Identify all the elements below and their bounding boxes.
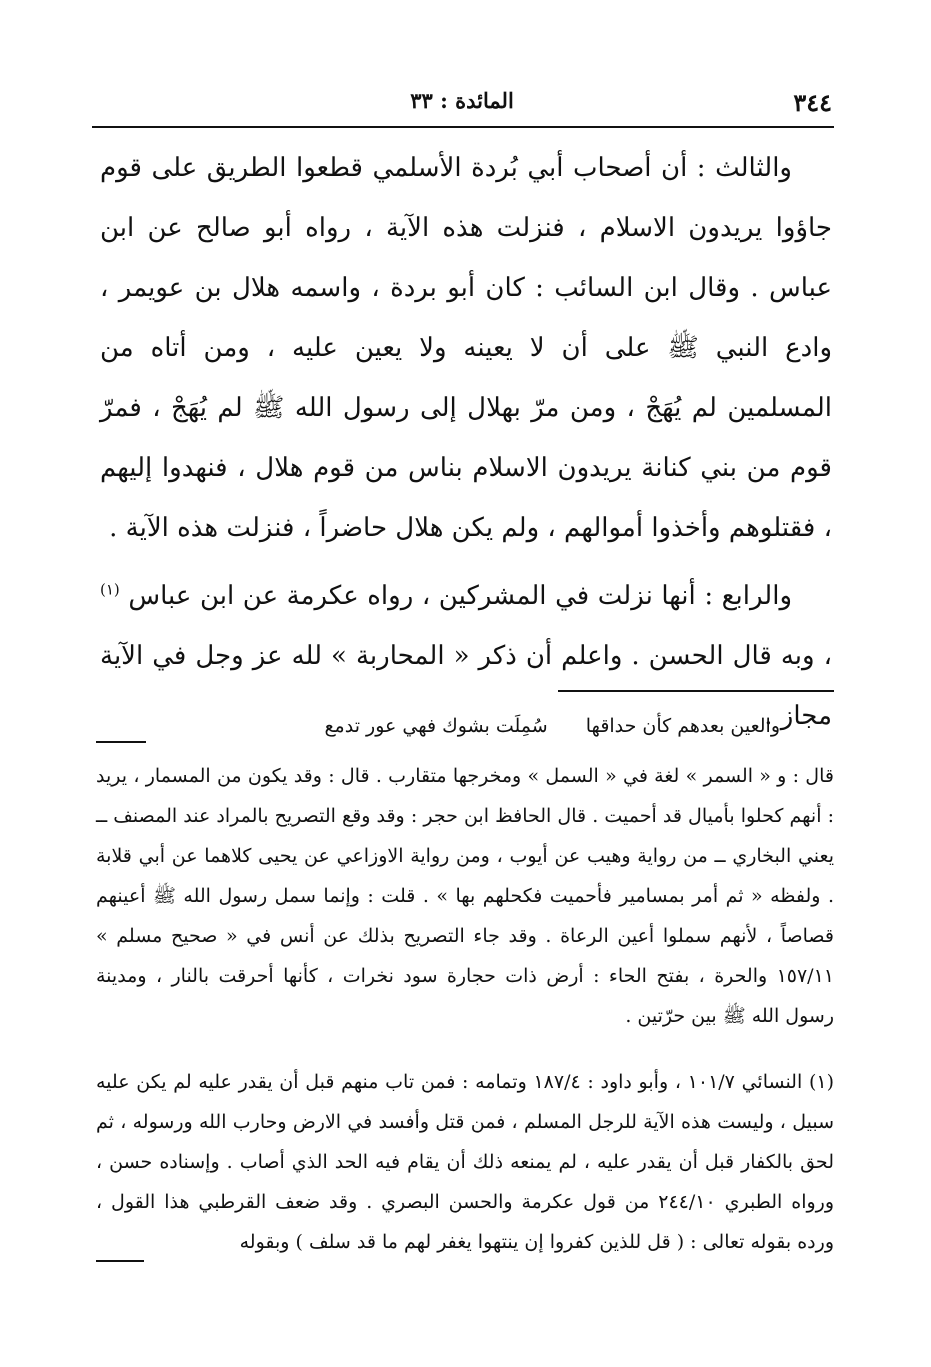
footnote-reference: (١): [100, 580, 120, 599]
running-title: المائدة : ٣٣: [410, 88, 514, 113]
paragraph-third-opinion: والثالث : أن أصحاب أبي بُردة الأسلمي قطعوا الطريق على قوم جاؤوا يريدون الاسلام ، فنزلت هذه الآية ، رواه أبو صالح عن ابن عباس . وقال ابن السائب : كان أبو بردة ، واسمه هلال بن عويمر ، وادع النبي ﷺ على أن لا يعينه ولا يعين عليه ، ومن أتاه من المسلمين لم يُهَجْ ، ومن مرّ بهلال إلى رسول الله ﷺ لم يُهَجْ ، فمرّ قوم من بني كنانة يريدون الاسلام بناس من قوم هلال ، فنهدوا إليهم ، فقتلوهم وأخذوا أموالهم ، ولم يكن هلال حاضراً ، فنزلت هذه الآية .: [100, 153, 832, 543]
main-text: [100, 138, 832, 746]
page-number: ٣٤٤: [793, 88, 832, 117]
running-header: [92, 88, 832, 124]
verse-hemistich-2: سُمِلَت بشوك فهي عور تدمع: [324, 715, 548, 737]
footnote-verse: [160, 715, 780, 737]
paragraph-fourth-opinion-start: والرابع : أنها نزلت في المشركين ، رواه عكرمة عن ابن عباس: [128, 581, 792, 611]
footnote-separator: [558, 690, 834, 692]
continuation-dash: [96, 741, 146, 743]
header-rule: [92, 126, 834, 128]
verse-hemistich-1: والعين بعدهم كأن حداقها: [585, 715, 780, 737]
continuation-dash-end: [96, 1260, 144, 1262]
paragraph-fourth-opinion-end: ، وبه قال الحسن . واعلم أن ذكر « المحاربة » لله عز وجل في الآية مجاز .: [100, 641, 832, 731]
footnote-1: (١) النسائي ١٠١/٧ ، وأبو داود : ١٨٧/٤ وتمامه : فمن تاب منهم قبل أن يقدر عليه لم يكن عليه سبيل ، وليست هذه الآية للرجل المسلم ، فمن قتل وأفسد في الارض وحارب الله ورسوله ، ثم لحق بالكفار قبل أن يقدر عليه ، لم يمنعه ذلك أن يقام فيه الحد الذي أصاب . وإسناده حسن ، ورواه الطبري ٢٤٤/١٠ من قول عكرمة والحسن البصري . وقد ضعف القرطبي هذا القول ، ورده بقوله تعالى : ( قل للذين كفروا إن ينتهوا يغفر لهم ما قد سلف ) وبقوله: [96, 1071, 835, 1253]
footnote-continued: قال : و « السمر » لغة في « السمل » ومخرجها متقارب . قال : وقد يكون من المسمار ، يريد : أنهم كحلوا بأميال قد أحميت . قال الحافظ ابن حجر : وقد وقع التصريح بالمراد عند المصنف ــ يعني البخاري ــ من رواية وهيب عن أيوب ، ومن رواية الاوزاعي عن يحيى كلاهما عن أبي قلابة . ولفظه « ثم أمر بمسامير فأحميت فكحلهم بها » . قلت : وإنما سمل رسول الله ﷺ أعينهم قصاصاً ، لأنهم سملوا أعين الرعاة . وقد جاء التصريح بذلك عن أنس في « صحيح مسلم » ١٥٧/١١ والحرة ، بفتح الحاء : أرض ذات حجارة سود نخرات ، كأنها أحرقت بالنار ، ومدينة رسول الله ﷺ بين حرّتين .: [96, 765, 834, 1027]
